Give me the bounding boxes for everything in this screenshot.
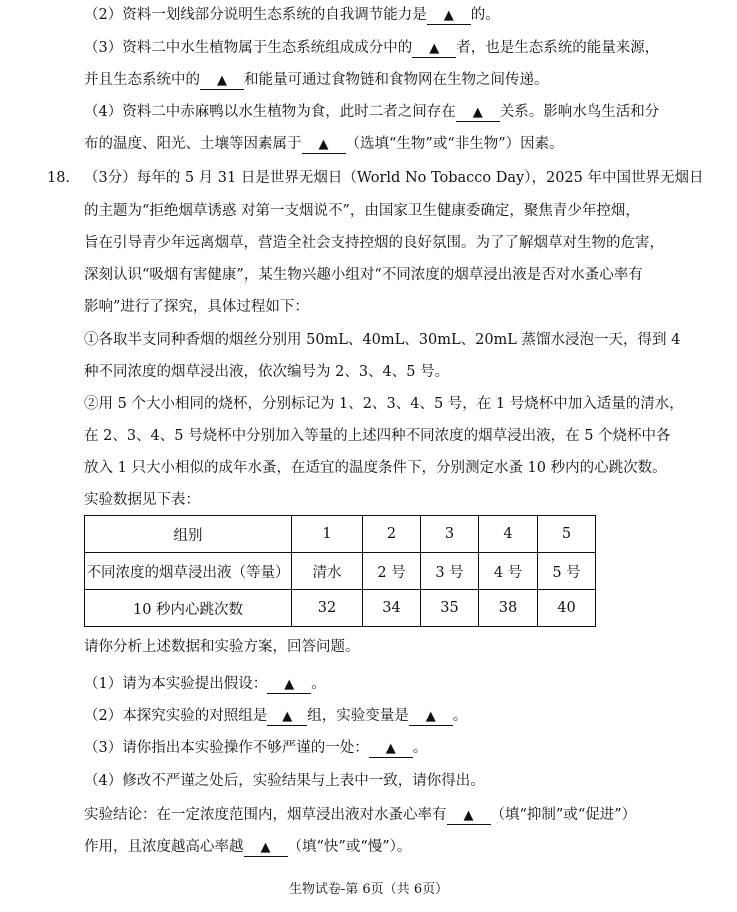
q18-intro-line2: 的主题为“拒绝烟草诱惑 对第一支烟说不”，由国家卫生健康委确定，聚焦青少年控烟， [84,203,640,219]
q17-sub3-line1 [84,39,659,58]
q17-sub2 [84,6,500,25]
answer-blank[interactable]: ▲ [412,41,456,58]
q17-sub4-line1 [84,103,659,122]
q18-intro-line3: 旨在引导青少年远离烟草，营造全社会支持控烟的良好氛围。为了了解烟草对生物的危害， [84,235,664,251]
conclusion-suffix: （填“抑制”或“促进”） [490,807,637,823]
q18-sub4: （4）修改不严谨之处后，实验结果与上表中一致，请你得出。 [84,773,485,789]
q18-sub3 [84,739,427,758]
conclusion-line2-suffix: （填“快”或“慢”）。 [287,839,412,855]
step2-line2: 在 2、3、4、5 号烧杯中分别加入等量的上述四种不同浓度的烟草浸出液，在 5 个烧杯中各 [84,428,671,444]
conclusion-line2 [84,838,411,857]
q18-intro-line5: 影响”进行了探究，具体过程如下： [84,299,309,315]
analysis-intro: 请你分析上述数据和实验方案，回答问题。 [84,639,360,655]
q17-sub4-line2 [84,135,564,154]
q18-sub3-text: （3）请你指出本实验操作不够严谨的一处： [84,740,369,756]
data-table [84,515,596,627]
table-cell: 4 号 [479,553,538,590]
q17-sub4-suffix: 关系。影响水鸟生活和分 [499,104,660,120]
q18-sub2-mid: 组，实验变量是 [307,708,409,724]
table-cell: 3 号 [421,553,479,590]
table-cell: 2 号 [363,553,421,590]
q18-sub2-text: （2）本探究实验的对照组是 [84,708,268,724]
table-caption: 实验数据见下表： [84,492,200,508]
answer-blank[interactable]: ▲ [409,709,453,726]
answer-blank[interactable]: ▲ [267,709,307,726]
answer-blank[interactable]: ▲ [267,677,311,694]
answer-blank[interactable]: ▲ [447,808,491,825]
conclusion-line2-text: 作用，且浓度越高心率越 [84,839,244,855]
q17-sub4-line2-suffix: （选填“生物”或“非生物”）因素。 [345,136,564,152]
table-cell: 35 [421,590,479,627]
step2-line1: ②用 5 个大小相同的烧杯，分别标记为 1、2、3、4、5 号，在 1 号烧杯中加入适量的清水， [84,396,684,412]
question-number: 18． [47,170,80,186]
table-header-label: 组别 [85,516,292,553]
page-footer: 生物试卷-第 6页（共 6页） [288,882,449,897]
table-header-cell: 4 [479,516,538,553]
q18-intro-line1: （3分）每年的 5 月 31 日是世界无烟日（World No Tobacco Day），2025 年中国世界无烟日 [84,170,704,186]
table-cell: 38 [479,590,538,627]
q17-sub3-line2-text: 并且生态系统中的 [84,72,200,88]
table-cell: 34 [363,590,421,627]
q17-sub2-text: （2）资料一划线部分说明生态系统的自我调节能力是 [84,7,427,23]
q17-sub3-text: （3）资料二中水生植物属于生态系统组成成分中的 [84,40,413,56]
answer-blank[interactable]: ▲ [200,73,244,90]
q18-sub1-suffix: 。 [311,676,326,692]
answer-blank[interactable]: ▲ [369,741,413,758]
step1-line2: 种不同浓度的烟草浸出液，依次编号为 2、3、4、5 号。 [84,364,450,380]
answer-blank[interactable]: ▲ [427,8,471,25]
q17-sub4-text: （4）资料二中赤麻鸭以水生植物为食，此时二者之间存在 [84,104,456,120]
table-row-label: 不同浓度的烟草浸出液（等量） [85,553,292,590]
q17-sub4-line2-text: 布的温度、阳光、土壤等因素属于 [84,136,302,152]
q18-intro-line4: 深刻认识“吸烟有害健康”，某生物兴趣小组对“不同浓度的烟草浸出液是否对水蚤心率有 [84,267,643,283]
table-cell: 5 号 [538,553,596,590]
conclusion-text: 实验结论：在一定浓度范围内，烟草浸出液对水蚤心率有 [84,807,447,823]
q18-sub1-text: （1）请为本实验提出假设： [84,676,268,692]
table-row [85,590,596,627]
table-header-cell: 2 [363,516,421,553]
answer-blank[interactable]: ▲ [302,137,346,154]
table-header-cell: 1 [292,516,363,553]
q18-sub1 [84,675,326,694]
answer-blank[interactable]: ▲ [244,840,288,857]
table-header-cell: 5 [538,516,596,553]
q18-sub3-suffix: 。 [412,740,428,756]
step1-line1: ①各取半支同种香烟的烟丝分别用 50mL、40mL、30mL、20mL 蒸馏水浸泡一天，得到 4 [84,332,681,348]
table-row-header [85,516,596,553]
table-row [85,553,596,590]
q17-sub3-suffix: 者，也是生态系统的能量来源， [456,40,660,56]
conclusion-line1 [84,806,636,825]
table-cell: 清水 [292,553,363,590]
q18-sub2 [84,707,467,726]
q18-sub2-suffix: 。 [452,708,468,724]
q17-sub2-suffix: 的。 [470,7,500,23]
table-row-label: 10 秒内心跳次数 [85,590,292,627]
table-cell: 32 [292,590,363,627]
table-header-cell: 3 [421,516,479,553]
step2-line3: 放入 1 只大小相似的成年水蚤，在适宜的温度条件下，分别测定水蚤 10 秒内的心跳次数。 [84,460,667,476]
table-cell: 40 [538,590,596,627]
q17-sub3-line2-suffix: 和能量可通过食物链和食物网在生物之间传递。 [244,72,549,88]
answer-blank[interactable]: ▲ [456,105,500,122]
q17-sub3-line2 [84,71,549,90]
